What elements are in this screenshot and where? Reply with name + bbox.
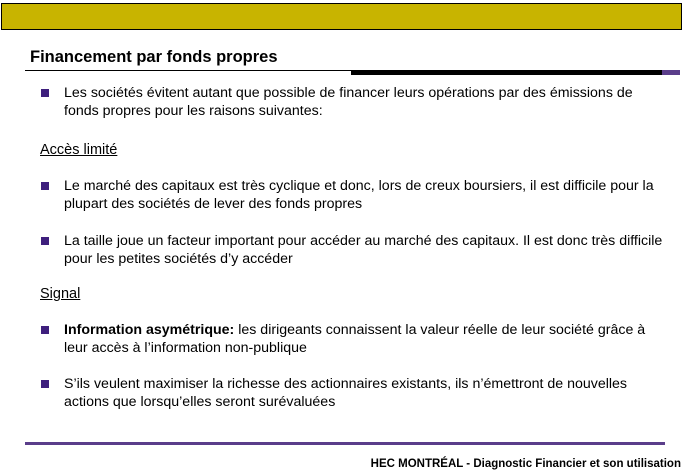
bullet-bold-lead: Information asymétrique: — [64, 322, 235, 338]
list-item — [64, 321, 664, 357]
list-item: S’ils veulent maximiser la richesse des actionnaires existants, ils n’émettront de nouvelles actions que lorsqu’elles seront surévaluées — [64, 376, 628, 410]
slide-title: Financement par fonds propres — [30, 48, 278, 66]
section-heading-acces-limite: Accès limité — [40, 142, 118, 158]
bullet-square-icon — [41, 380, 49, 388]
title-underline-accent — [351, 70, 662, 75]
title-underline-end — [662, 70, 680, 75]
footer-rule — [25, 442, 665, 445]
section-heading-signal: Signal — [40, 286, 81, 302]
bullet-text: les dirigeants connaissent la valeur réelle de leur société grâce à leur accès à l’information non-publique — [64, 322, 646, 356]
intro-text: Les sociétés évitent autant que possible de financer leurs opérations par des émissions de fonds propres pour les raisons suivantes: — [64, 85, 633, 119]
list-item: La taille joue un facteur important pour accéder au marché des capitaux. Il est donc très difficile pour les petites sociétés d’y accéder — [64, 233, 663, 267]
bullet-square-icon — [41, 89, 49, 97]
bullet-square-icon — [41, 326, 49, 334]
list-item: Le marché des capitaux est très cyclique et donc, lors de creux boursiers, il est difficile pour la plupart des sociétés de lever des fonds propres — [64, 178, 654, 212]
bullet-square-icon — [41, 182, 49, 190]
header-bar — [1, 3, 682, 30]
footer-text: HEC MONTRÉAL - Diagnostic Financier et son utilisation — [370, 458, 681, 470]
bullet-square-icon — [41, 237, 49, 245]
